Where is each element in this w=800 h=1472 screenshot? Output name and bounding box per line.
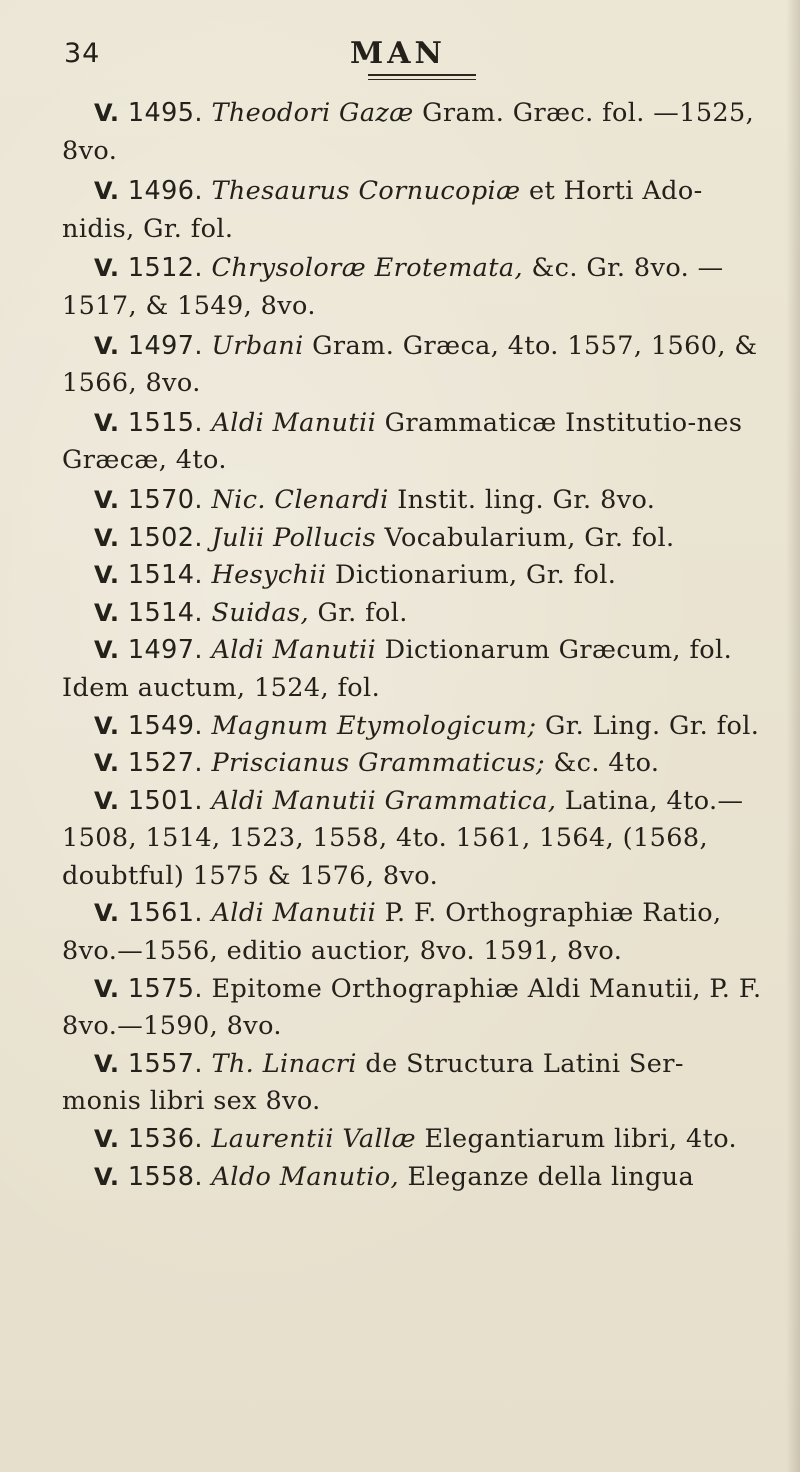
entry-author: Hesychii bbox=[211, 560, 327, 591]
entry-marker: V. bbox=[94, 99, 120, 127]
entry-text: Gr. fol. bbox=[317, 597, 408, 628]
running-head bbox=[0, 34, 800, 74]
entry-text: &c. 4to. bbox=[553, 748, 660, 779]
entry-year: 1502. bbox=[127, 522, 203, 553]
entry-marker: V. bbox=[94, 786, 120, 815]
entry-year: 1497. bbox=[127, 635, 203, 666]
entry-year: 1501. bbox=[127, 785, 203, 816]
entry-year: 1497. bbox=[127, 330, 203, 361]
entry-marker: V. bbox=[94, 974, 120, 1003]
catalog-entry bbox=[62, 632, 762, 707]
entry-text: Grammaticæ Institutio-nes Græcæ, 4to. bbox=[62, 407, 743, 476]
entry-text: &c. Gr. 8vo. —1517, & 1549, 8vo. bbox=[62, 253, 724, 321]
entry-author: Th. Linacri bbox=[211, 1048, 357, 1079]
entry-author: Suidas, bbox=[211, 597, 310, 628]
catalog-entry bbox=[62, 895, 762, 970]
entry-year: 1512. bbox=[127, 253, 203, 284]
catalog-entry bbox=[62, 328, 762, 403]
page-edge-shadow bbox=[786, 0, 800, 1472]
catalog-entry bbox=[62, 173, 762, 248]
entry-year: 1561. bbox=[127, 898, 203, 929]
entry-author: Aldo Manutio, bbox=[211, 1161, 400, 1192]
entry-year: 1515. bbox=[127, 407, 203, 438]
entry-year: 1575. bbox=[127, 973, 203, 1004]
entry-year: 1570. bbox=[127, 484, 203, 515]
entry-marker: V. bbox=[94, 749, 120, 778]
entry-author: Aldi Manutii bbox=[211, 407, 377, 438]
entry-year: 1536. bbox=[127, 1124, 203, 1155]
entry-marker: V. bbox=[94, 899, 120, 928]
entry-list bbox=[62, 95, 762, 1196]
entry-text: Gr. Ling. Gr. fol. bbox=[545, 710, 760, 741]
catalog-entry bbox=[62, 1159, 762, 1197]
entry-author: Priscianus Grammaticus; bbox=[211, 748, 546, 779]
entry-author: Theodori Gazæ bbox=[211, 98, 414, 128]
entry-text: Eleganze della lingua bbox=[407, 1161, 695, 1192]
entry-author: Thesaurus Cornucopiæ bbox=[211, 176, 521, 207]
entry-author: Aldi Manutii bbox=[211, 898, 377, 929]
entry-marker: V. bbox=[94, 1125, 120, 1154]
entry-author: Julii Pollucis bbox=[211, 522, 377, 553]
entry-text: Dictionarium, Gr. fol. bbox=[335, 560, 617, 591]
catalog-entry bbox=[62, 745, 762, 783]
entry-text: P. F. Orthographiæ Ratio, 8vo.—1556, editio auctior, 8vo. 1591, 8vo. bbox=[62, 898, 722, 967]
entry-marker: V. bbox=[94, 636, 120, 665]
entry-marker: V. bbox=[94, 598, 120, 627]
header-rule bbox=[368, 74, 476, 80]
entry-year: 1496. bbox=[127, 176, 203, 207]
catalog-entry bbox=[62, 1121, 762, 1159]
catalog-entry bbox=[62, 250, 762, 325]
catalog-entry bbox=[62, 708, 762, 746]
entry-marker: V. bbox=[94, 561, 120, 590]
catalog-entry bbox=[62, 557, 762, 595]
entry-marker: V. bbox=[94, 254, 120, 283]
entry-author: Urbani bbox=[211, 330, 304, 361]
catalog-entry bbox=[62, 595, 762, 633]
entry-author: Aldi Manutii Grammatica, bbox=[211, 785, 557, 816]
entry-year: 1514. bbox=[127, 560, 203, 591]
entry-text: Elegantiarum libri, 4to. bbox=[424, 1124, 738, 1155]
catalog-entry bbox=[62, 482, 762, 520]
entry-marker: V. bbox=[94, 1162, 120, 1191]
entry-year: 1557. bbox=[127, 1048, 203, 1079]
entry-text: et Horti Ado-nidis, Gr. fol. bbox=[62, 176, 703, 244]
entry-year: 1527. bbox=[127, 748, 203, 779]
catalog-entry bbox=[62, 95, 762, 170]
entry-text: Gram. Græca, 4to. 1557, 1560, & 1566, 8vo. bbox=[62, 330, 758, 399]
entry-author: Magnum Etymologicum; bbox=[211, 710, 537, 741]
catalog-entry bbox=[62, 520, 762, 558]
entry-marker: V. bbox=[94, 331, 120, 360]
entry-marker: V. bbox=[94, 485, 120, 514]
entry-text: Dictionarum Græcum, fol. Idem auctum, 1524, fol. bbox=[62, 635, 733, 703]
entry-marker: V. bbox=[94, 523, 120, 552]
entry-year: 1514. bbox=[127, 597, 203, 628]
entry-author: Laurentii Vallæ bbox=[211, 1124, 416, 1155]
entry-text: Epitome Orthographiæ Aldi Manutii, P. F. 8vo.—1590, 8vo. bbox=[62, 973, 762, 1042]
entry-author: Chrysoloræ Erotemata, bbox=[211, 253, 524, 284]
entry-year: 1549. bbox=[127, 710, 203, 741]
entry-text: Gram. Græc. fol. —1525, 8vo. bbox=[62, 98, 755, 166]
page-number: 34 bbox=[64, 38, 101, 69]
entry-marker: V. bbox=[94, 711, 120, 740]
entry-marker: V. bbox=[94, 177, 120, 206]
catalog-entry bbox=[62, 1046, 762, 1121]
entry-year: 1495. bbox=[127, 98, 203, 128]
catalog-entry bbox=[62, 783, 762, 896]
entry-year: 1558. bbox=[127, 1161, 203, 1192]
catalog-entry bbox=[62, 971, 762, 1046]
running-title: MAN bbox=[350, 36, 446, 71]
entry-author: Nic. Clenardi bbox=[211, 484, 389, 515]
entry-text: de Structura Latini Ser-monis libri sex 8vo. bbox=[62, 1048, 684, 1117]
entry-text: Vocabularium, Gr. fol. bbox=[384, 522, 675, 553]
entry-author: Aldi Manutii bbox=[211, 635, 377, 666]
entry-marker: V. bbox=[94, 408, 120, 437]
entry-text: Instit. ling. Gr. 8vo. bbox=[397, 484, 656, 515]
entry-marker: V. bbox=[94, 1049, 120, 1078]
entry-text: Latina, 4to.—1508, 1514, 1523, 1558, 4to. 1561, 1564, (1568, doubtful) 1575 & 1576, 8vo. bbox=[62, 785, 744, 891]
catalog-entry bbox=[62, 405, 762, 480]
